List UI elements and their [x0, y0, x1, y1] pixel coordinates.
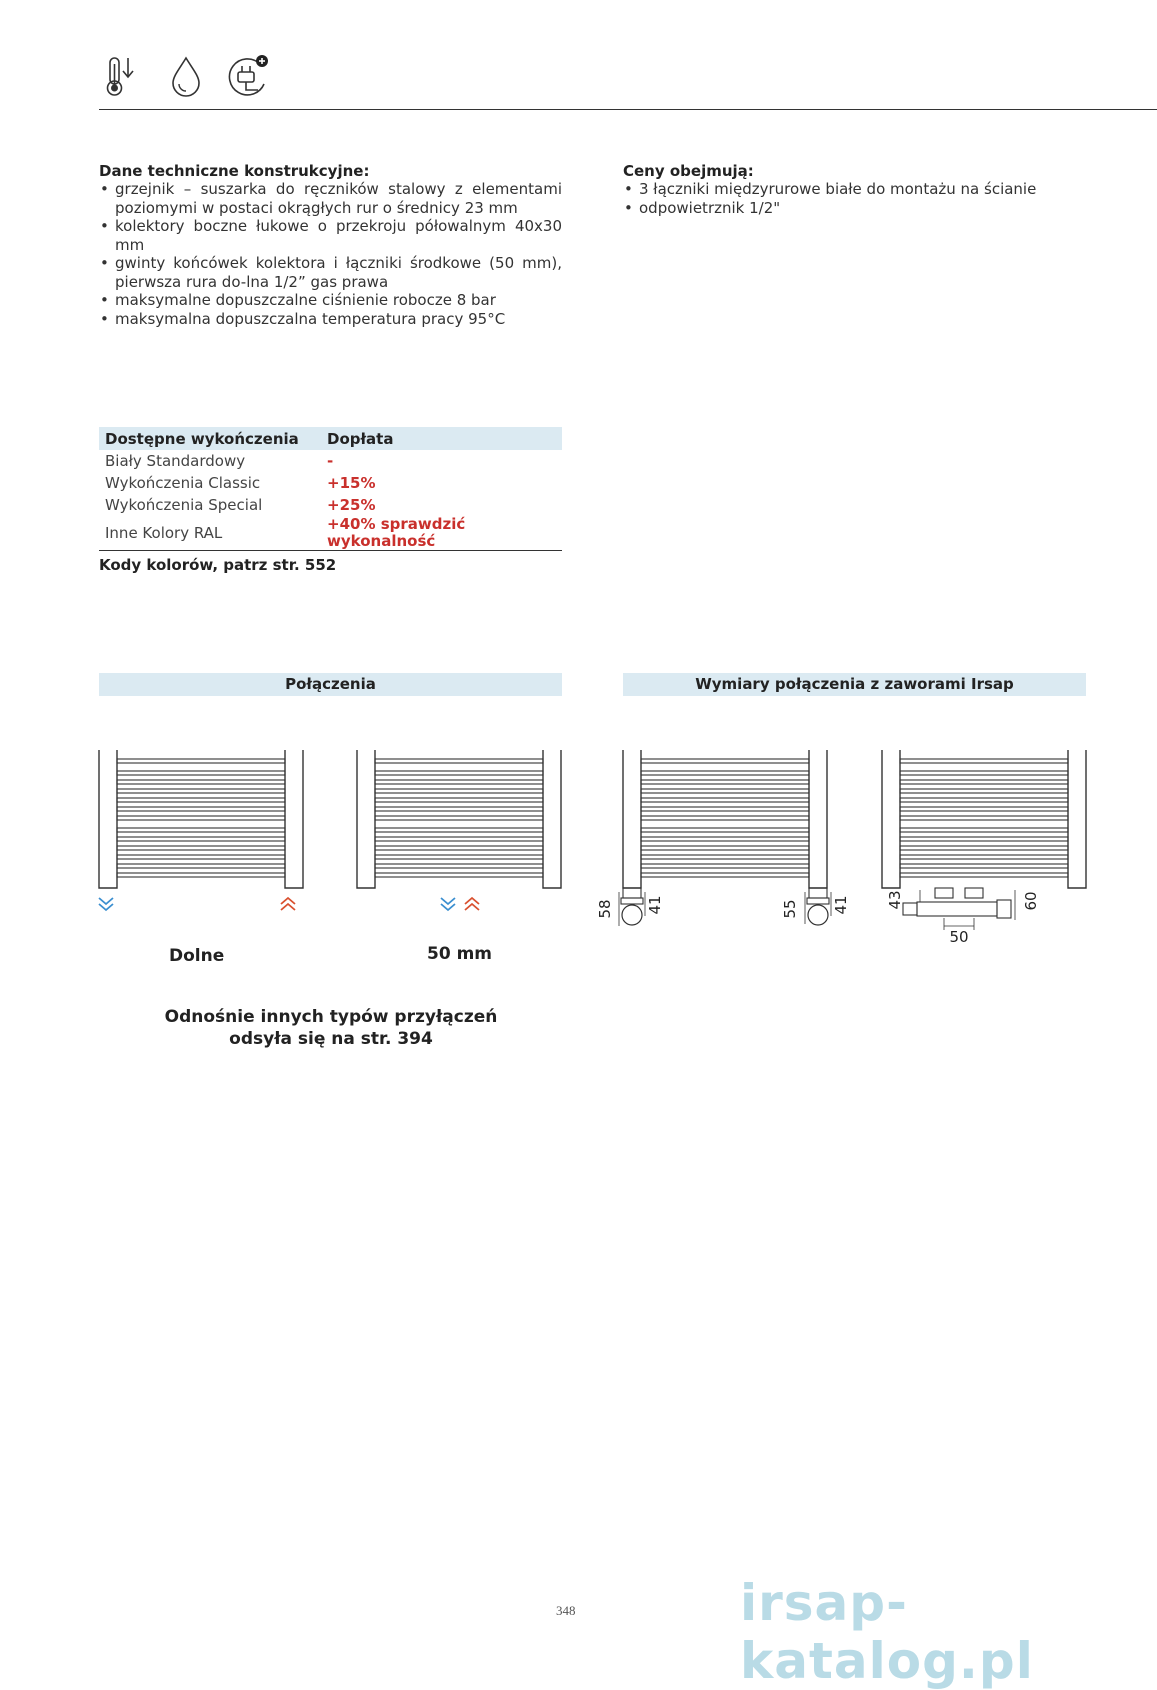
finish-column-header: Dostępne wykończenia: [99, 427, 321, 450]
electric-plug-icon: [224, 52, 272, 100]
tech-section: [99, 162, 562, 328]
table-row: [99, 516, 562, 551]
flow-arrow-down-icon: [99, 898, 113, 910]
surcharge-column-header: Dopłata: [321, 427, 562, 450]
dimensions-band: Wymiary połączenia z zaworami Irsap: [623, 673, 1086, 696]
list-item: • kolektory boczne łukowe o przekroju półowalnym 40x30 mm: [99, 217, 562, 254]
list-item: • grzejnik – suszarka do ręczników stalowy z elementami poziomymi w postaci okrągłych rur o średnicy 23 mm: [99, 180, 562, 217]
list-item: • maksymalna dopuszczalna temperatura pracy 95°C: [99, 310, 562, 329]
finish-name: Inne Kolory RAL: [99, 516, 321, 551]
radiator-valve-dim-2b: [805, 888, 831, 925]
finish-surcharge: +40% sprawdzić wykonalność: [321, 516, 562, 551]
header-rule: [99, 109, 1157, 110]
finish-surcharge: -: [327, 452, 334, 470]
connections-note: Odnośnie innych typów przyłączeń odsyła się na str. 394: [164, 1007, 498, 1049]
dim-label: 43: [886, 890, 904, 910]
finish-name: Biały Standardowy: [105, 452, 246, 470]
page-number: 348: [556, 1603, 576, 1618]
table-row: [99, 450, 562, 472]
finish-surcharge: +15%: [327, 474, 376, 492]
dim-label: 55: [781, 899, 799, 919]
finish-name: Wykończenia Classic: [105, 474, 261, 492]
table-row: [99, 494, 562, 516]
flow-arrow-up-icon: [465, 898, 479, 910]
color-codes-note: Kody kolorów, patrz str. 552: [99, 556, 337, 574]
prices-section: [623, 162, 1063, 217]
list-item: • odpowietrznik 1/2": [623, 199, 1063, 218]
radiator-drawings: [95, 740, 1095, 950]
connections-band: Połączenia: [99, 673, 562, 696]
header-icons: [100, 52, 272, 100]
thermometer-down-icon: [100, 52, 148, 100]
table-row: [99, 472, 562, 494]
prices-list: [623, 180, 1063, 217]
flow-arrow-down-icon: [441, 898, 455, 910]
list-item: • gwinty końcówek kolektora i łączniki środkowe (50 mm), pierwsza rura do-lna 1/2” gas prawa: [99, 254, 562, 291]
tech-list: [99, 180, 562, 328]
radiator-50mm-connection: [357, 750, 561, 888]
tech-title: Dane techniczne konstrukcyjne:: [99, 162, 370, 180]
water-drop-icon: [162, 52, 210, 100]
flow-arrow-up-icon: [281, 898, 295, 910]
list-item: • maksymalne dopuszczalne ciśnienie robocze 8 bar: [99, 291, 562, 310]
prices-title: Ceny obejmują:: [623, 162, 754, 180]
connection-label-50mm: 50 mm: [427, 944, 493, 964]
finish-surcharge: +25%: [327, 496, 376, 514]
dim-label: 41: [646, 895, 664, 915]
radiator-bottom-connection: [99, 750, 303, 888]
dim-label: 60: [1022, 891, 1040, 911]
finish-name: Wykończenia Special: [105, 496, 263, 514]
table-header-row: [99, 427, 562, 450]
radiator-valve-dim-3: [882, 750, 1086, 930]
connection-label-bottom: Dolne: [169, 946, 225, 966]
brand-watermark: irsap-katalog.pl: [740, 1574, 1034, 1690]
list-item: • 3 łączniki międzyrurowe białe do montażu na ścianie: [623, 180, 1063, 199]
finishes-table: [99, 427, 562, 551]
dim-label: 58: [596, 899, 614, 919]
dim-label: 41: [832, 895, 850, 915]
dim-label: 50: [949, 928, 969, 946]
